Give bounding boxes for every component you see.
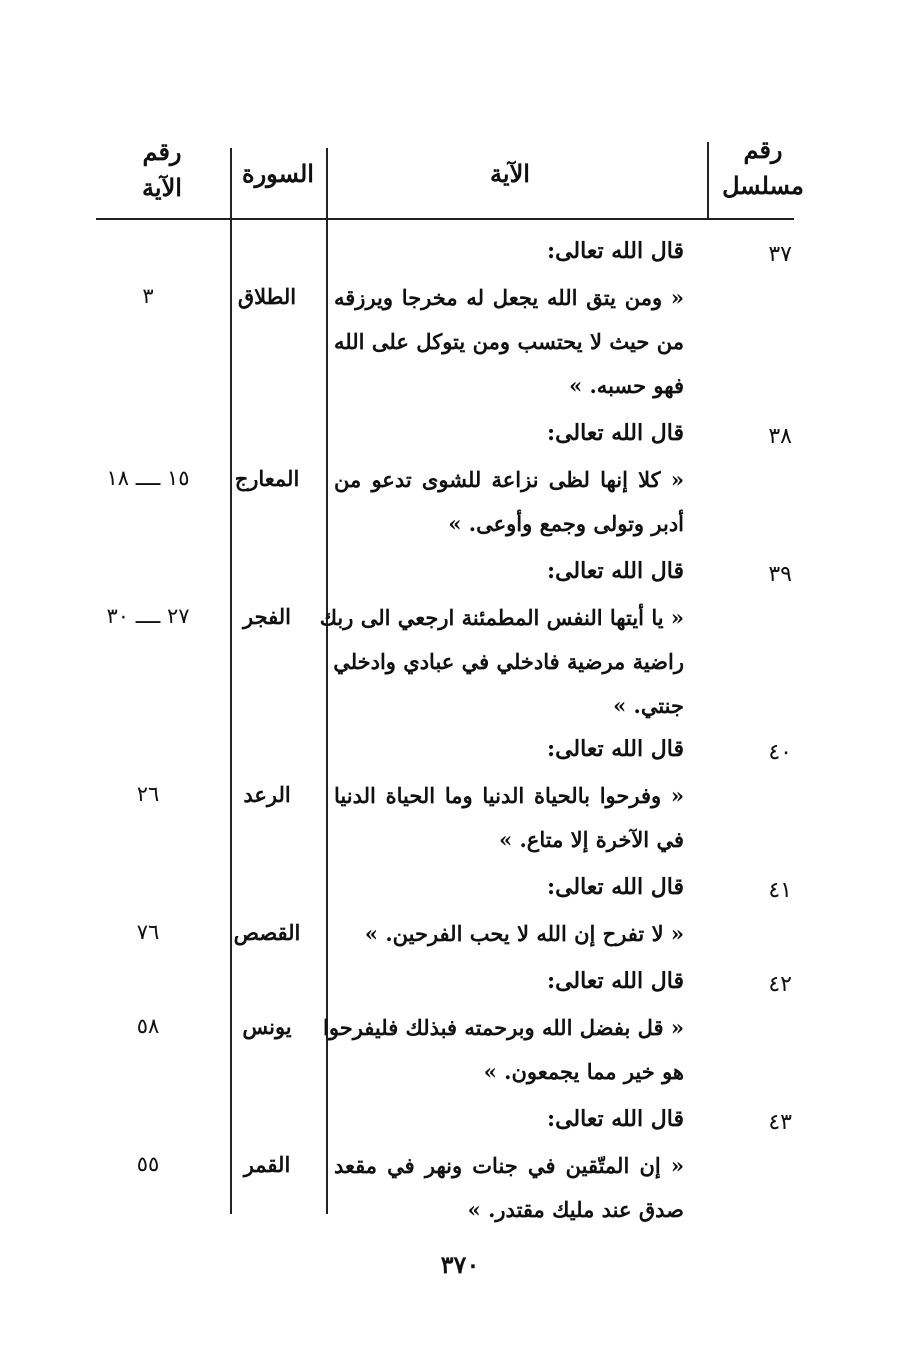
verse-line: « لا تفرح إن الله لا يحب الفرحين. »	[364, 921, 684, 946]
verse-text	[319, 596, 684, 728]
verse-line: « كلا إنها لظى نزاعة للشوى تدعو من	[334, 467, 684, 492]
ayah-number: ٣	[142, 284, 154, 308]
surah-name: المعارج	[234, 466, 300, 491]
verse-line: « ومن يتق الله يجعل له مخرجا ويرزقه	[334, 285, 684, 310]
verse-intro: قال الله تعالى:	[546, 558, 684, 584]
verse-line: صدق عند مليك مقتدر. »	[467, 1197, 684, 1222]
verse-line: جنتي. »	[613, 693, 684, 718]
ayah-number: ٧٦	[136, 920, 160, 944]
verse-line: « قل بفضل الله وبرحمته فبذلك فليفرحوا	[323, 1015, 684, 1040]
header-surah: السورة	[242, 159, 314, 188]
ayah-number: ٥٨	[136, 1014, 160, 1038]
verse-intro: قال الله تعالى:	[546, 874, 684, 900]
serial-number: ٤١	[768, 878, 792, 903]
ayah-number: ٢٧ ــــ ٣٠	[106, 604, 190, 628]
verse-intro: قال الله تعالى:	[546, 420, 684, 446]
verse-text	[334, 774, 684, 862]
verse-line: « إن المتّقين في جنات ونهر في مقعد	[334, 1153, 684, 1178]
verse-intro: قال الله تعالى:	[546, 968, 684, 994]
serial-number: ٤٢	[768, 972, 792, 997]
serial-number: ٤٠	[768, 740, 792, 765]
ayah-number: ١٥ ــــ ١٨	[106, 466, 190, 490]
header-verse: الآية	[490, 159, 530, 188]
header-serial-line2: مسلسل	[722, 171, 804, 200]
header-rule	[96, 218, 794, 220]
header-serial	[718, 132, 808, 204]
verse-text	[334, 458, 684, 546]
verse-line: أدبر وتولى وجمع وأوعى. »	[448, 511, 684, 536]
serial-number: ٣٨	[768, 424, 792, 449]
surah-name: الرعد	[243, 782, 291, 807]
header-serial-line1: رقم	[743, 135, 783, 164]
verse-line: راضية مرضية فادخلي في عبادي وادخلي	[333, 649, 684, 674]
surah-name: يونس	[242, 1014, 292, 1039]
column-divider-surah	[326, 148, 328, 1214]
verse-intro: قال الله تعالى:	[546, 238, 684, 264]
page-number: ٣٧٠	[440, 1250, 480, 1279]
verse-intro: قال الله تعالى:	[546, 736, 684, 762]
verse-intro: قال الله تعالى:	[546, 1106, 684, 1132]
verse-line: من حيث لا يحتسب ومن يتوكل على الله	[334, 329, 684, 354]
verse-line: فهو حسبه. »	[569, 373, 684, 398]
verse-text	[334, 912, 684, 956]
verse-line: « وفرحوا بالحياة الدنيا وما الحياة الدنيا	[334, 783, 684, 808]
header-ayah-line2: الآية	[142, 173, 182, 202]
column-divider-serial	[707, 142, 709, 220]
verse-text	[334, 1144, 684, 1232]
verse-line: في الآخرة إلا متاع. »	[499, 827, 684, 852]
header-ayah	[112, 134, 212, 206]
verse-text	[334, 276, 684, 408]
verse-text	[323, 1006, 684, 1094]
surah-name: الفجر	[243, 604, 291, 629]
verse-line: « يا أيتها النفس المطمئنة ارجعي الى ربك	[319, 605, 684, 630]
ayah-number: ٥٥	[136, 1152, 160, 1176]
serial-number: ٤٣	[768, 1110, 792, 1135]
serial-number: ٣٩	[768, 562, 792, 587]
header-ayah-line1: رقم	[142, 137, 182, 166]
surah-name: الطلاق	[237, 284, 297, 309]
verse-line: هو خير مما يجمعون. »	[483, 1059, 684, 1084]
ayah-number: ٢٦	[136, 782, 160, 806]
surah-name: القمر	[243, 1152, 291, 1177]
surah-name: القصص	[233, 920, 301, 945]
serial-number: ٣٧	[768, 242, 792, 267]
